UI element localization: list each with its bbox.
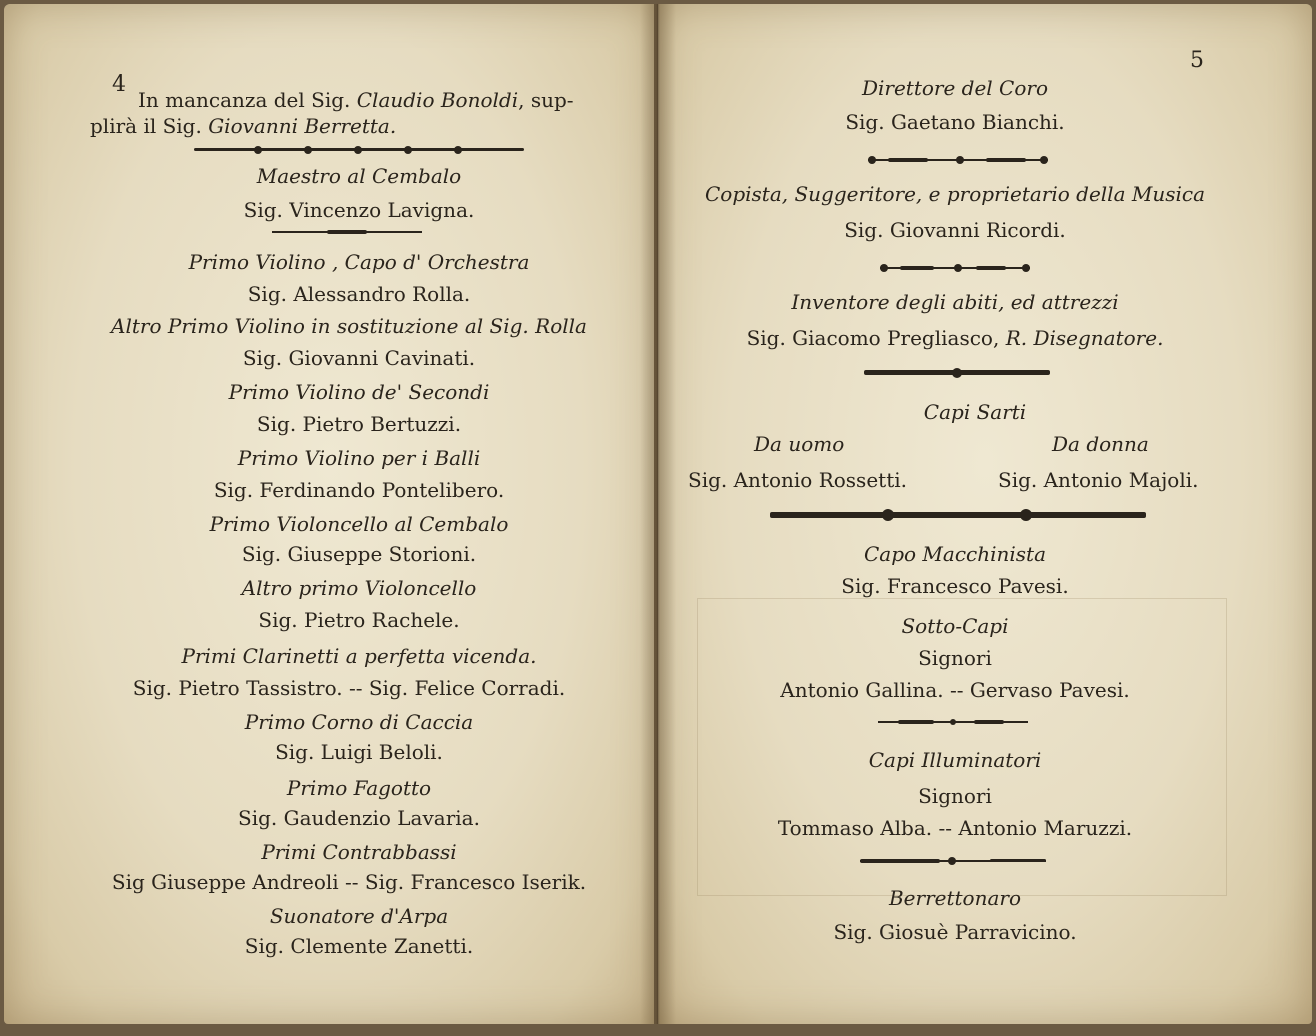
person-name: Sig. Pietro Rachele. <box>258 608 460 632</box>
right-page <box>658 4 1312 1024</box>
person-name: Sig. Ferdinando Pontelibero. <box>213 478 505 502</box>
person-name: Sig. Giovanni Ricordi. <box>844 218 1066 242</box>
person-name: Sig. Antonio Rossetti. <box>688 468 907 492</box>
person-name: Sig. Luigi Beloli. <box>275 740 443 764</box>
role-label: Altro Primo Violino in sostituzione al Sig. Rolla <box>111 314 587 338</box>
person-name-text: Sig. Giacomo Pregliasco, <box>746 326 1006 350</box>
intro-name: Claudio Bonoldi <box>356 88 519 112</box>
signori-label: Signori <box>918 646 992 670</box>
page-number: 4 <box>112 72 126 97</box>
person-name: Sig. Gaudenzio Lavaria. <box>238 806 480 830</box>
role-label: Copista, Suggeritore, e proprietario della Musica <box>704 182 1206 206</box>
role-label: Primo Violoncello al Cembalo <box>209 512 509 536</box>
role-label: Primi Clarinetti a perfetta vicenda. <box>181 644 537 668</box>
person-title: R. Disegnatore. <box>1005 326 1164 350</box>
person-name: Sig. Giuseppe Storioni. <box>241 542 477 566</box>
left-page <box>4 4 654 1024</box>
person-names: Tommaso Alba. -- Antonio Maruzzi. <box>777 816 1133 840</box>
intro-text: plirà il Sig. <box>90 114 209 138</box>
person-name: Sig. Vincenzo Lavigna. <box>243 198 475 222</box>
role-label: Primo Violino , Capo d' Orchestra <box>188 250 530 274</box>
person-name: Sig. Pietro Tassistro. -- Sig. Felice Corradi. <box>132 676 566 700</box>
role-label: Primo Corno di Caccia <box>244 710 474 734</box>
role-label: Primo Fagotto <box>286 776 432 800</box>
role-label: Sotto-Capi <box>901 614 1009 638</box>
role-label: Capo Macchinista <box>863 542 1046 566</box>
intro-line-1 <box>138 88 574 112</box>
person-name: Sig. Gaetano Bianchi. <box>845 110 1065 134</box>
signori-label: Signori <box>918 784 992 808</box>
pasted-slip <box>697 598 1227 896</box>
page-number: 5 <box>1190 48 1204 73</box>
person-name <box>628 326 1282 350</box>
person-name: Sig. Pietro Bertuzzi. <box>256 412 462 436</box>
intro-name: Giovanni Berretta. <box>208 114 397 138</box>
intro-text: In mancanza del Sig. <box>138 88 357 112</box>
person-name: Sig. Alessandro Rolla. <box>247 282 471 306</box>
intro-line-2 <box>90 114 396 138</box>
role-label: Direttore del Coro <box>861 76 1049 100</box>
person-name: Sig. Francesco Pavesi. <box>841 574 1069 598</box>
role-label: Berrettonaro <box>888 886 1021 910</box>
role-label: Altro primo Violoncello <box>241 576 477 600</box>
role-label: Primi Contrabbassi <box>261 840 457 864</box>
person-name: Sig. Giosuè Parravicino. <box>833 920 1077 944</box>
person-name: Sig. Giovanni Cavinati. <box>242 346 476 370</box>
sub-label: Da uomo <box>754 432 845 456</box>
role-label: Suonatore d'Arpa <box>269 904 449 928</box>
intro-text: , sup- <box>518 88 574 112</box>
role-label: Primo Violino de' Secondi <box>228 380 490 404</box>
person-name: Sig Giuseppe Andreoli -- Sig. Francesco Iserik. <box>111 870 587 894</box>
person-name: Sig. Clemente Zanetti. <box>244 934 474 958</box>
role-label: Maestro al Cembalo <box>256 164 462 188</box>
sub-label: Da donna <box>1052 432 1149 456</box>
person-names: Antonio Gallina. -- Gervaso Pavesi. <box>780 678 1130 702</box>
role-label: Primo Violino per i Balli <box>237 446 481 470</box>
book-gutter <box>640 4 676 1024</box>
role-label: Capi Illuminatori <box>868 748 1042 772</box>
role-label: Inventore degli abiti, ed attrezzi <box>791 290 1119 314</box>
person-name: Sig. Antonio Majoli. <box>998 468 1199 492</box>
section-heading: Capi Sarti <box>923 400 1027 424</box>
